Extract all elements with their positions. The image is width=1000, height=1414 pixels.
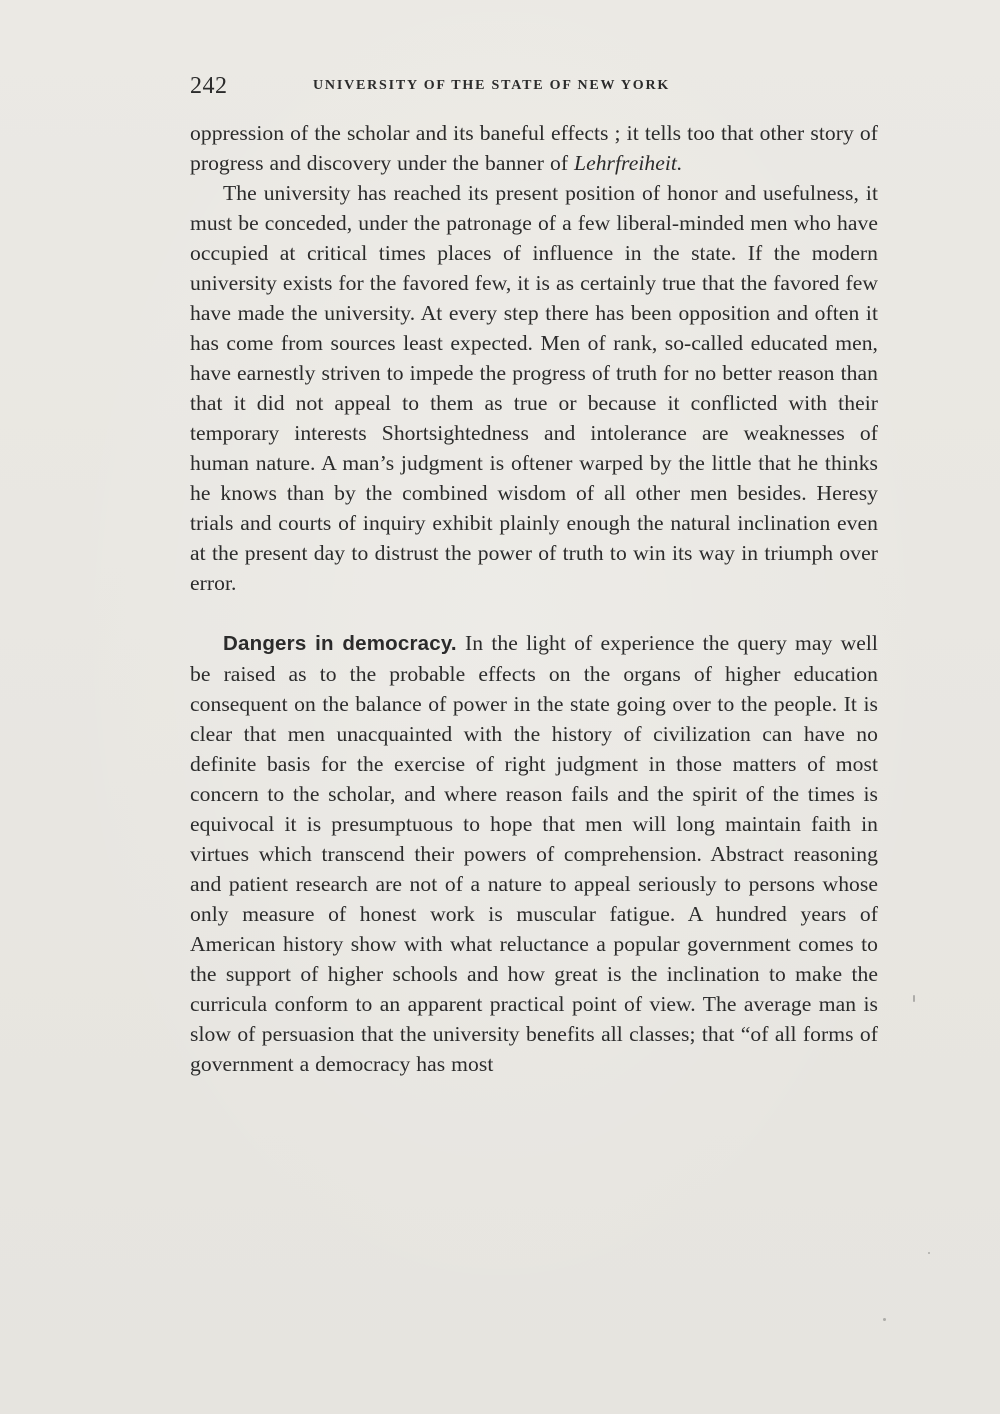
dangers-in-democracy-heading: Dangers in democracy.: [223, 632, 457, 655]
paragraph-3-text: In the light of experience the query may well be raised as to the probable effects on the organs of higher education consequent on the balance of power in the state going over to the people. It is clear that men unacquainted with the history of civilization can have no definite basis for the exercise of right judgment in those matters of most concern to the scholar, and where reason fails and the spirit of the times is equivocal it is presumptuous to hope that men will long maintain faith in virtues which transcend their powers of comprehension. Abstract reasoning and patient research are not of a nature to appeal seriously to persons whose only measure of honest work is muscular fatigue. A hundred years of American history show with what reluctance a popular government comes to the support of higher schools and how great is the inclination to make the curricula conform to an apparent practical point of view. The average man is slow of persuasion that the university benefits all classes; that “of all forms of government a democracy has most: [190, 631, 878, 1076]
paragraph-3: [190, 628, 878, 1079]
paper-speck: [913, 995, 915, 1002]
paragraph-2: The university has reached its present position of honor and usefulness, it must be conceded, under the patronage of a few liberal-minded men who have occupied at critical times places of influence in the state. If the modern university exists for the favored few, it is as certainly true that the favored few have made the university. At every step there has been opposition and often it has come from sources least expected. Men of rank, so-called educated men, have earnestly striven to impede the progress of truth for no better reason than that it did not appeal to them as true or because it conflicted with their temporary interests Shortsightedness and intolerance are weaknesses of human nature. A man’s judgment is oftener warped by the little that he thinks he knows than by the combined wisdom of all other men besides. Heresy trials and courts of inquiry exhibit plainly enough the natural inclination even at the present day to distrust the power of truth to win its way in triumph over error.: [190, 181, 878, 595]
paper-speck: [928, 1252, 930, 1254]
body-text: [190, 118, 878, 1079]
section-gap: [190, 598, 878, 628]
running-head: UNIVERSITY OF THE STATE OF NEW YORK: [313, 78, 671, 93]
lehrfreiheit-italic-term: Lehrfreiheit.: [574, 151, 683, 175]
paragraph-1-text: oppression of the scholar and its baneful effects ; it tells too that other story of progress and discovery under the banner of: [190, 121, 878, 175]
paper-speck: [883, 1318, 886, 1321]
page-number: 242: [190, 73, 228, 99]
paragraph-1: [190, 118, 878, 178]
page-header: [190, 74, 880, 100]
